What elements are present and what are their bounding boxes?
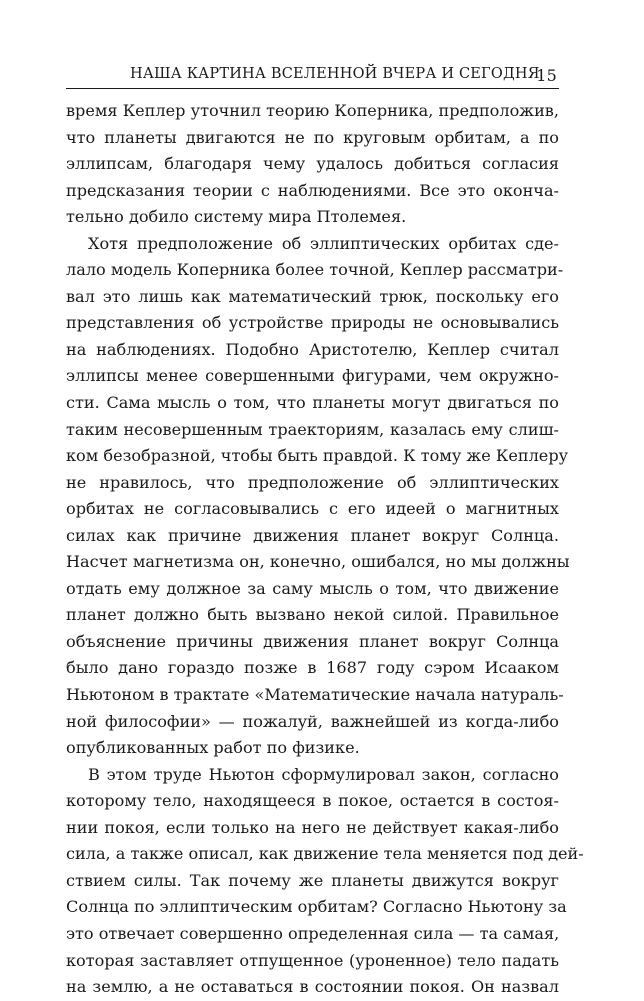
- text-line: Ньютоном в трактате «Математические начала натураль-: [66, 685, 564, 705]
- text-line: ком безобразной, чтобы быть правдой. К тому же Кеплеру: [66, 446, 569, 466]
- paragraph-3: [66, 762, 584, 1001]
- body-text: [66, 98, 584, 1001]
- running-header: [66, 64, 559, 89]
- text-line: представления об устройстве природы не основывались: [66, 313, 559, 333]
- text-line: на землю, а не оставаться в состоянии покоя. Он назвал: [66, 977, 559, 997]
- text-line: ствием силы. Так почему же планеты движутся вокруг: [66, 870, 559, 890]
- text-line: объяснение причины движения планет вокруг Солнца: [66, 631, 559, 651]
- text-line: которому тело, находящееся в покое, остается в состоя-: [66, 791, 559, 811]
- text-line: не нравилось, что предположение об эллиптических: [66, 472, 559, 492]
- text-line: Хотя предположение об эллиптических орбитах сде-: [88, 233, 559, 253]
- text-line: ной философии» — пожалуй, важнейшей из когда-либо: [66, 711, 559, 731]
- text-line: которая заставляет отпущенное (уроненное) тело падать: [66, 950, 559, 970]
- text-line: эллипсам, благодаря чему удалось добиться согласия: [66, 154, 559, 174]
- paragraph-2: [66, 231, 570, 762]
- text-line: планет должно быть вызвано некой силой. Правильное: [66, 605, 559, 625]
- text-line: Солнца по эллиптическим орбитам? Согласно Ньютону за: [66, 897, 567, 917]
- text-line: В этом труде Ньютон сформулировал закон, согласно: [88, 764, 559, 784]
- text-line: это отвечает совершенно определенная сила — та самая,: [66, 923, 560, 943]
- text-line: предсказания теории с наблюдениями. Все это оконча-: [66, 180, 559, 200]
- page-number: 15: [536, 66, 557, 85]
- text-line: эллипсы менее совершенными фигурами, чем окружно-: [66, 366, 559, 386]
- text-line: время Кеплер уточнил теорию Коперника, предположив,: [66, 101, 559, 120]
- text-line: было дано гораздо позже в 1687 году сэром Исааком: [66, 658, 559, 678]
- text-line: орбитах не согласовывались с его идеей о магнитных: [66, 499, 559, 519]
- text-line: лало модель Коперника более точной, Кеплер рассматри-: [66, 260, 564, 280]
- text-line: Насчет магнетизма он, конечно, ошибался, но мы должны: [66, 552, 570, 572]
- text-line: вал это лишь как математический трюк, поскольку его: [66, 286, 559, 306]
- text-line: отдать ему должное за саму мысль о том, что движение: [66, 578, 559, 598]
- running-title: НАША КАРТИНА ВСЕЛЕННОЙ ВЧЕРА И СЕГОДНЯ: [130, 66, 540, 82]
- text-line: силах как причине движения планет вокруг Солнца.: [66, 525, 559, 545]
- text-line: опубликованных работ по физике.: [66, 738, 360, 758]
- text-line: тельно добило систему мира Птолемея.: [66, 207, 407, 227]
- text-line: что планеты двигаются не по круговым орбитам, а по: [66, 127, 559, 147]
- text-line: сила, а также описал, как движение тела меняется под дей-: [66, 844, 584, 864]
- text-line: нии покоя, если только на него не действует какая-либо: [66, 817, 559, 837]
- text-line: сти. Сама мысль о том, что планеты могут двигаться по: [66, 393, 559, 413]
- paragraph-1: [66, 98, 559, 231]
- text-line: таким несовершенным траекториям, казалась ему слиш-: [66, 419, 559, 439]
- text-line: на наблюдениях. Подобно Аристотелю, Кеплер считал: [66, 339, 559, 359]
